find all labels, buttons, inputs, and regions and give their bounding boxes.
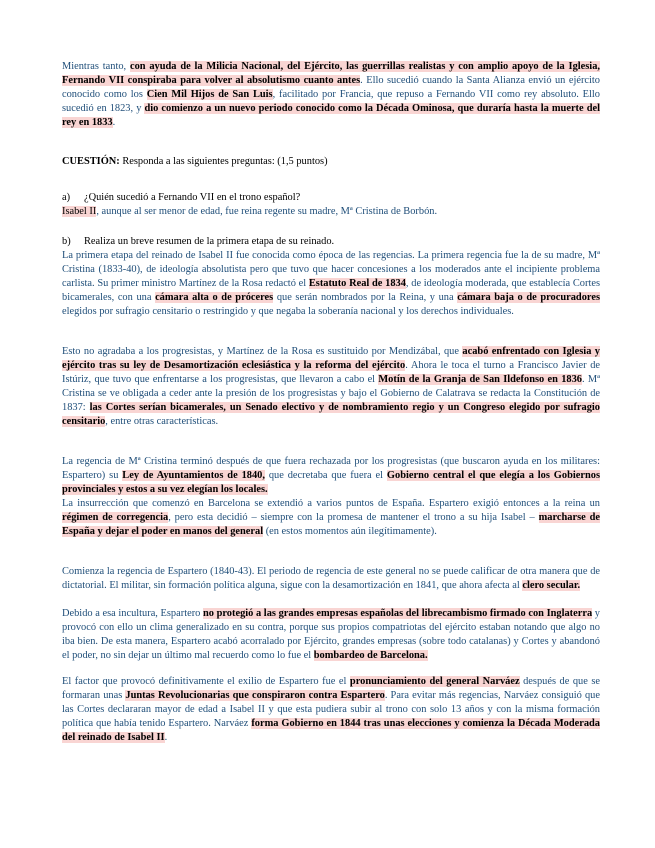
text-run: El factor que provocó definitivamente el exilio de Espartero fue el	[62, 676, 350, 687]
highlighted-text: Isabel II	[62, 206, 97, 217]
highlighted-text: Cien Mil Hijos de San Luis	[146, 89, 273, 100]
text-run: , entre otras características.	[105, 416, 219, 427]
answer-b-paragraph-2	[62, 345, 600, 429]
text-run: . Ello sucedió cuando la Santa Alianza envió un ejército conocido como los	[62, 75, 600, 100]
highlighted-text: Gobierno central el que elegía a los Gobiernos provinciales y estos a su vez elegían los locales.	[62, 470, 600, 495]
question-a	[62, 191, 600, 205]
question-heading	[62, 155, 600, 169]
highlighted-text: no protegió a las grandes empresas españolas del librecambismo firmado con Inglaterra	[202, 608, 593, 619]
text-run: .	[112, 117, 116, 128]
highlighted-text: forma Gobierno en 1844 tras unas elecciones y comienza la Década Moderada del reinado de Isabel II	[62, 718, 600, 743]
highlighted-text: marcharse de España y dejar el poder en manos del general	[62, 512, 600, 537]
intro-paragraph	[62, 60, 600, 130]
answer-b-paragraph-1	[62, 249, 600, 319]
text-run: elegidos por sufragio censitario o restringido y que negaba la soberanía nacional y los derechos individuales.	[62, 306, 514, 317]
question-b	[62, 235, 600, 249]
answer-b-paragraph-5	[62, 565, 600, 593]
text-run: La insurrección que comenzó en Barcelona se extendió a varios puntos de España. Espartero exigió entonces a la reina un	[62, 498, 600, 509]
text-run: después de que se formaran unas	[62, 676, 600, 701]
text-run: que decretaba que fuera el	[264, 470, 387, 481]
highlighted-text: cámara alta o de próceres	[155, 292, 274, 303]
highlighted-text: bombardeo de Barcelona.	[313, 650, 428, 661]
text-run: La regencia de Mª Cristina terminó después de que fuera rechazada por los progresistas (que buscaron ayuda en los militares: Espartero) su	[62, 456, 600, 481]
question-b-text: Realiza un breve resumen de la primera etapa de su reinado.	[84, 236, 335, 247]
highlighted-text: con ayuda de la Milicia Nacional, del Ejército, las guerrillas realistas y con amplio apoyo de la Iglesia, Fernando VII conspiraba para volver al absolutismo cuanto antes	[62, 61, 600, 86]
highlighted-text: pronunciamiento del general Narváez	[349, 676, 520, 687]
question-a-text: ¿Quién sucedió a Fernando VII en el trono español?	[84, 192, 301, 203]
highlighted-text: acabó enfrentado con Iglesia y ejército tras su ley de Desamortización eclesiástica y la reforma del ejército	[62, 346, 601, 371]
text-run: (en estos momentos aún ilegítimamente).	[263, 526, 437, 537]
answer-a	[62, 205, 600, 219]
text-run: .	[164, 732, 168, 743]
highlighted-text: las Cortes serían bicamerales, un Senado electivo y de nombramiento regio y un Congreso elegido por sufragio censitario	[62, 402, 600, 427]
text-run: que serán nombrados por la Reina, y una	[273, 292, 458, 303]
text-run: y provocó con ello un clima generalizado en su contra, porque sus propios compatriotas del ejército estaban notando que algo no iba bien. De esta manera, Espartero acabó acorralado por Ejército, grandes empresas (sobre todo catalanas) y Cortes y abandonó el poder, no sin dejar un último mal recuerdo como lo fue el	[62, 608, 601, 661]
text-run: Comienza la regencia de Espartero (1840-43). El periodo de regencia de este general no se puede calificar de otra manera que de dictatorial. El militar, sin formación política alguna, sigue con la desamortización en 1841, que ahora afecta al	[62, 566, 600, 591]
text-run: , pero esta decidió – siempre con la promesa de mantener el trono a su hija Isabel –	[168, 512, 539, 523]
answer-b-paragraph-4	[62, 497, 600, 539]
text-run: , de ideología moderada, que establecía Cortes bicamerales, con una	[62, 278, 601, 303]
question-a-label: a)	[62, 192, 71, 203]
answer-b-paragraph-6	[62, 607, 600, 663]
highlighted-text: Motín de la Granja de San Ildefonso en 1836	[378, 374, 582, 385]
highlighted-text: cámara baja o de procuradores	[457, 292, 600, 303]
text-run: Debido a esa incultura, Espartero	[62, 608, 203, 619]
text-run: Esto no agradaba a los progresistas, y Martínez de la Rosa es sustituido por Mendizábal, que	[62, 346, 463, 357]
highlighted-text: Juntas Revolucionarias que conspiraron contra Espartero	[125, 690, 385, 701]
answer-b-paragraph-7	[62, 675, 600, 745]
highlighted-text: clero secular.	[522, 580, 581, 591]
text-run: , aunque al ser menor de edad, fue reina regente su madre, Mª Cristina de Borbón.	[96, 206, 438, 217]
text-run: . Mª Cristina se ve obligada a ceder ante la presión de los progresistas y bajo el Gobierno de Calatrava se redacta la Constitución de 1837:	[62, 374, 600, 413]
answer-b-paragraph-3	[62, 455, 600, 497]
highlighted-text: Ley de Ayuntamientos de 1840,	[122, 470, 265, 481]
question-b-label: b)	[62, 236, 71, 247]
text-run: , facilitado por Francia, que repuso a Fernando VII como rey absoluto. Ello sucedió en 1823, y	[62, 89, 600, 114]
highlighted-text: dio comienzo a un nuevo periodo conocido como la Década Ominosa, que duraría hasta la muerte del rey en 1833	[62, 103, 600, 128]
question-text: Responda a las siguientes preguntas: (1,5 puntos)	[119, 156, 328, 167]
highlighted-text: Estatuto Real de 1834	[308, 278, 406, 289]
text-run: La primera etapa del reinado de Isabel II fue conocida como época de las regencias. La primera regencia fue la de su madre, Mª Cristina (1833-40), de ideología absolutista pero que tuvo que hacer concesiones a los moderados ante el incipiente problema carlista. Su primer ministro Martínez de la Rosa redactó el	[62, 250, 600, 289]
text-run: Mientras tanto,	[62, 61, 130, 72]
text-run: . Para evitar más regencias, Narváez consiguió que las Cortes declararan mayor de edad a Isabel II y que esta pudiera subir al trono con solo 13 años y con la misma formación política que había tenido Espartero. Narváez	[62, 690, 600, 729]
question-label: CUESTIÓN:	[62, 156, 120, 167]
highlighted-text: régimen de corregencia	[62, 512, 169, 523]
text-run: . Ahora le toca el turno a Francisco Javier de Istúriz, que tuvo que enfrentarse a los progresistas, que llevaron a cabo el	[62, 360, 600, 385]
